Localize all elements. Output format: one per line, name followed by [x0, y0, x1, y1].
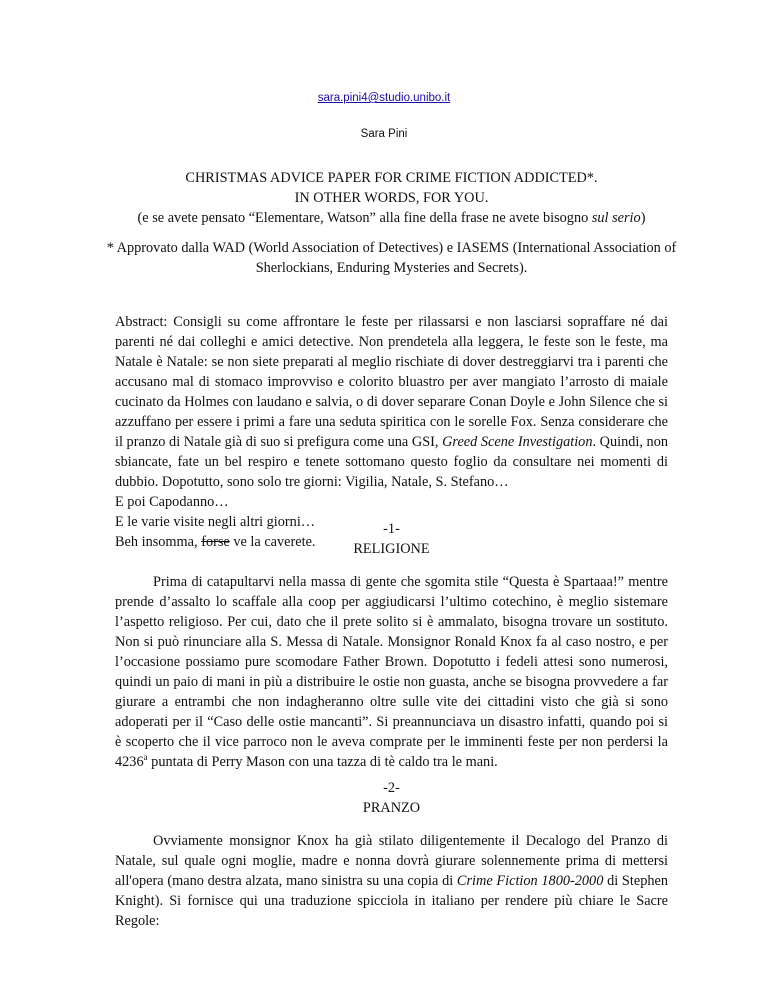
section-1-text-post: puntata di Perry Mason con una tazza di tè caldo tra le mani. — [147, 754, 498, 770]
author-email-link[interactable]: sara.pini4@studio.unibo.it — [317, 92, 451, 104]
title-line-3-italic: sul serio — [591, 210, 641, 226]
abstract-text-pre: Abstract: Consigli su come affrontare le feste per rilassarsi e non lasciarsi sopraffare né dai parenti né dai colleghi e amici detective. Non prendetela alla leggera, le feste son le feste, ma Natale è Natale: se non siete preparati al meglio rischiate di dover destreggiarvi tra i parenti che accusano mal di stomaco improvviso e colorito bluastro per aver mangiato l’arrosto di maiale cucinato da Holmes con laudano e salvia, o di dover separare Conan Doyle e John Silence che si azzuffano per essere i primi a fare una seduta spiritica con le sorelle Fox. Senza considerare che il pranzo di Natale già di suo si prefigura come una GSI, — [115, 314, 668, 450]
abstract-text-italic: Greed Scene Investigation — [442, 434, 593, 450]
footnote-line-1: * Approvato dalla WAD (World Association of Detectives) e IASEMS (International Association of — [106, 240, 677, 256]
section-1-text-pre: Prima di catapultarvi nella massa di gente che sgomita stile “Questa è Spartaaa!” mentre prende d’assalto lo scaffale alla coop per aggiudicarsi l’ultimo cotechino, è meglio sistemare l’aspetto religioso. Per cui, dato che il prete solito si è ammalato, bisogna trovare un sostituto. Non si può rinunciare alla S. Messa di Natale. Monsignor Ronald Knox fa al caso nostro, e per l’occasione possiamo pure scomodare Father Brown. Dopotutto i fedeli attesi sono numerosi, quindi un paio di mani in più a distribuire le ostie non guasta, anche se bisogna provvedere a far giurare a entrambi che non indagheranno oltre sulle vite dei cittadini visto che già si sono adoperati per il “Caso delle ostie mancanti”. Si preannunciava un disastro infatti, quando poi si è scoperto che il vice parroco non le aveva comprate per le imminenti feste per non perdersi la 4236 — [115, 574, 668, 770]
section-2-text-post: di Stephen Knight). Si fornisce qui una traduzione spicciola in italiano per rendere più chiare le Sacre Regole: — [115, 873, 668, 929]
section-1-paragraph — [115, 572, 668, 772]
abstract-text-post: . Quindi, non sbiancate, fate un bel respiro e tenete sottomano questo foglio da consultare nei momenti di dubbio. Dopotutto, sono solo tre giorni: Vigilia, Natale, S. Stefano… — [115, 434, 668, 490]
title-line-3 — [95, 208, 688, 228]
footnote-line-2: Sherlockians, Enduring Mysteries and Secrets). — [255, 260, 528, 276]
title-line-2: IN OTHER WORDS, FOR YOU. — [294, 190, 489, 206]
title-line-3-post: ) — [640, 210, 646, 226]
section-2-text-pre: Ovviamente monsignor Knox ha già stilato diligentemente il Decalogo del Pranzo di Natale, sul quale ogni moglie, madre e nonna dovrà giurare solennemente prima di mettersi all'opera (mano destra alzata, mano sinistra su una copia di — [115, 833, 668, 889]
section-2-text-italic: Crime Fiction 1800-2000 — [456, 873, 604, 889]
section-1-number: -1- — [383, 521, 400, 537]
section-1-header — [115, 519, 668, 559]
section-2-number: -2- — [383, 780, 400, 796]
abstract-paragraph — [115, 312, 668, 492]
section-2-paragraph — [115, 831, 668, 931]
section-2-body — [115, 831, 668, 931]
section-1-heading: RELIGIONE — [353, 541, 430, 557]
title-line-1: CHRISTMAS ADVICE PAPER FOR CRIME FICTION ADDICTED*. — [185, 170, 598, 186]
section-1-body — [115, 572, 668, 772]
abstract-line-c-strikethrough: forse — [201, 534, 230, 550]
section-2-heading: PRANZO — [362, 800, 421, 816]
abstract-line-c-pre: Beh insomma, — [115, 534, 202, 550]
author-name: Sara Pini — [360, 128, 408, 140]
document-title — [115, 168, 668, 228]
title-line-3-pre: (e se avete pensato “Elementare, Watson” alla fine della frase ne avete bisogno — [137, 210, 592, 226]
abstract-line-a: E poi Capodanno… — [115, 494, 229, 510]
abstract-section — [115, 312, 668, 552]
section-2-header — [115, 778, 668, 818]
approval-footnote — [106, 238, 677, 278]
section-1-superscript: a — [143, 752, 148, 763]
abstract-line-c-post: ve la caverete. — [229, 534, 316, 550]
abstract-line-b: E le varie visite negli altri giorni… — [115, 514, 316, 530]
